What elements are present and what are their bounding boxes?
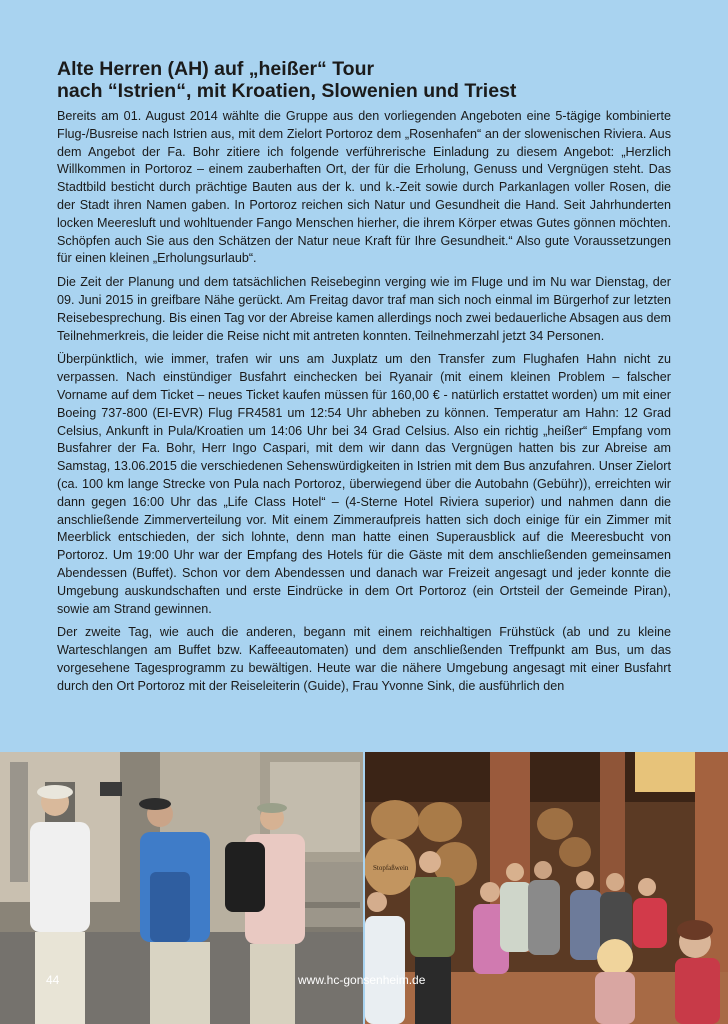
barrel-label: Stopfaßwein	[373, 864, 409, 872]
website-link[interactable]: www.hc-gonsenheim.de	[298, 973, 426, 987]
title-line-2: nach “Istrien“, mit Kroatien, Slowenien und Triest	[57, 80, 517, 102]
article	[57, 58, 671, 702]
paragraph-2: Die Zeit der Planung und dem tatsächlichen Reisebeginn verging wie im Fluge und im Nu war Dienstag, der 09. Juni 2015 in greifbare Nähe gerückt. Am Freitag davor traf man sich noch einmal im Bürgerhof zur letzten Reisebesprechung. Bis einen Tag vor der Abreise kamen allerdings noch zwei bedauerliche Absagen aus dem Teilnehmerkreis, die leider die Reise nicht mit antreten konnten. Teilnehmerzahl jetzt 34 Personen.	[57, 275, 671, 343]
article-title	[57, 58, 671, 102]
paragraph-4: Der zweite Tag, wie auch die anderen, begann mit einem reichhaltigen Frühstück (ab und zu kleine Warteschlangen am Buffet bzw. Kaffeeautomaten) und dem anschließenden Treffpunkt am Bus, um das vorgesehene Tagesprogramm zu bewältigen. Heute war die nähere Umgebung angesagt mit einer Busfahrt durch den Ort Portoroz mit der Reiseleiterin (Guide), Frau Yvonne Sink, die ausführlich den	[57, 625, 671, 693]
paragraph-3: Überpünktlich, wie immer, trafen wir uns am Juxplatz um den Transfer zum Flughafen Hahn nicht zu verpassen. Nach einstündiger Busfahrt einchecken bei Ryanair (mit einem kleinen Problem – falscher Vorname auf dem Ticket – neues Ticket kaufen müssen für 160,00 € - natürlich erstattet worden) um mit einer Boeing 737-800 (EI-EVR) Flug FR4581 um 12:54 Uhr abheben zu können. Temperatur am Hahn: 12 Grad Celsius, Ankunft in Pula/Kroatien um 14:06 Uhr bei 34 Grad Celsius. Also ein richtig „heißer“ Empfang vom Busfahrer der Fa. Bohr, Herr Ingo Caspari, mit dem wir dann das Vergnügen hatten bis zur Abreise am Samstag, 13.06.2015 die verschiedenen Sehenswürdigkeiten in Istrien mit dem Bus anzufahren. Unser Zielort (ca. 100 km lange Strecke von Pula nach Portoroz, überwiegend über die Autobahn (Gebühr)), erreichten wir dann gegen 16:00 Uhr das „Life Class Hotel“ – (4-Sterne Hotel Riviera superior) und nahmen dann die anschließende Zimmerverteilung vor. Mit einem Zimmeraufpreis hatten sich doch einige für ein Zimmer mit Meerblick entschieden, der sich lohnte, denn man hatte einen Superausblick auf die Meeresbucht von Portoroz. Um 19:00 Uhr war der Empfang des Hotels für die Gäste mit dem anschließenden gemeinsamen Abendessen (Buffet). Schon vor dem Abendessen und danach war Freizeit angesagt und jeder konnte die Umgebung auskundschaften und erste Eindrücke in dem Ort Portoroz (ein Ortsteil der Gemeinde Piran), sowie am Strand gewinnen.	[57, 352, 671, 616]
paragraph-1: Bereits am 01. August 2014 wählte die Gruppe aus den vorliegenden Angeboten eine 5-tägige kombinierte Flug-/Busreise nach Istrien aus, mit dem Zielort Portoroz dem „Rosenhafen“ an der slowenischen Riviera. Aus dem Angebot der Fa. Bohr zitiere ich folgende verführerische Einladung zu diesem Angebot: „Herzlich Willkommen in Portoroz – einem zauberhaften Ort, der für die Erholung, Genuss und Vergnügen steht. Das Stadtbild besticht durch prächtige Bauten aus der k. und k.-Zeit sowie durch Parkanlagen voller Rosen, die der Stadt ihren Namen gaben. In Portoroz reichen sich Natur und Gesundheit die Hand. Seit Jahrhunderten locken Meeresluft und wohltuender Fango Menschen hierher, die ihrem Körper etwas Gutes gönnen möchten. Schöpfen auch Sie aus den Schätzen der Natur neue Kraft für Ihre Gesundheit.“ Also gute Voraussetzungen für einen kleinen „Erholungsurlaub“.	[57, 109, 671, 266]
page-number: 44	[46, 973, 60, 987]
title-line-1: Alte Herren (AH) auf „heißer“ Tour	[57, 58, 375, 80]
